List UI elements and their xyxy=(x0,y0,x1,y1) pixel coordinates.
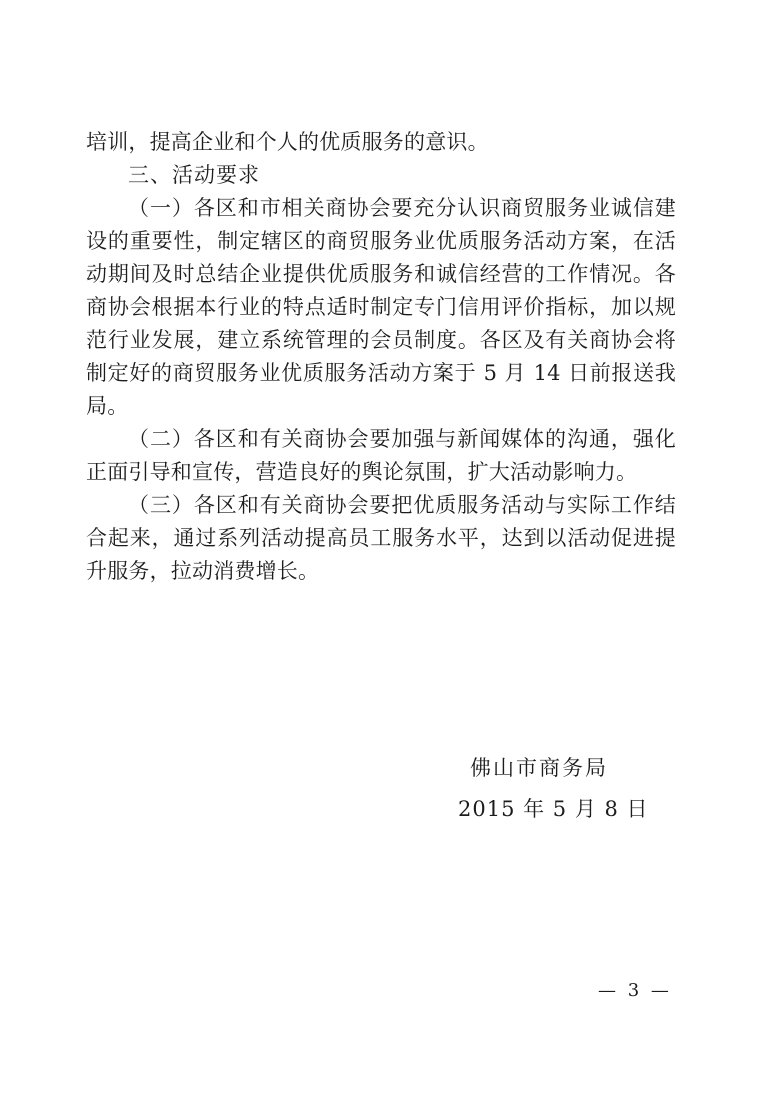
requirement-item-1: （一）各区和市相关商协会要充分认识商贸服务业诚信建设的重要性，制定辖区的商贸服务业优质服务活动方案，在活动期间及时总结企业提供优质服务和诚信经营的工作情况。各商协会根据本行业的特点适时制定专门信用评价指标，加以规范行业发展，建立系统管理的会员制度。各区及有关商协会将制定好的商贸服务业优质服务活动方案于 5 月 14 日前报送我局。 xyxy=(86,196,676,418)
requirement-item-2: （二）各区和有关商协会要加强与新闻媒体的沟通，强化正面引导和宣传，营造良好的舆论氛围，扩大活动影响力。 xyxy=(86,427,676,484)
requirement-item-3: （三）各区和有关商协会要把优质服务活动与实际工作结合起来，通过系列活动提高员工服务水平，达到以活动促进提升服务，拉动消费增长。 xyxy=(86,493,676,583)
document-body xyxy=(86,126,676,588)
signature-date: 2015 年 5 月 8 日 xyxy=(458,797,649,821)
section-heading-activity-requirements: 三、活动要求 xyxy=(128,163,260,187)
paragraph-continuation: 培训，提高企业和个人的优质服务的意识。 xyxy=(86,130,489,154)
signature-organization: 佛山市商务局 xyxy=(470,756,608,780)
page-number: — 3 — xyxy=(598,980,672,1001)
